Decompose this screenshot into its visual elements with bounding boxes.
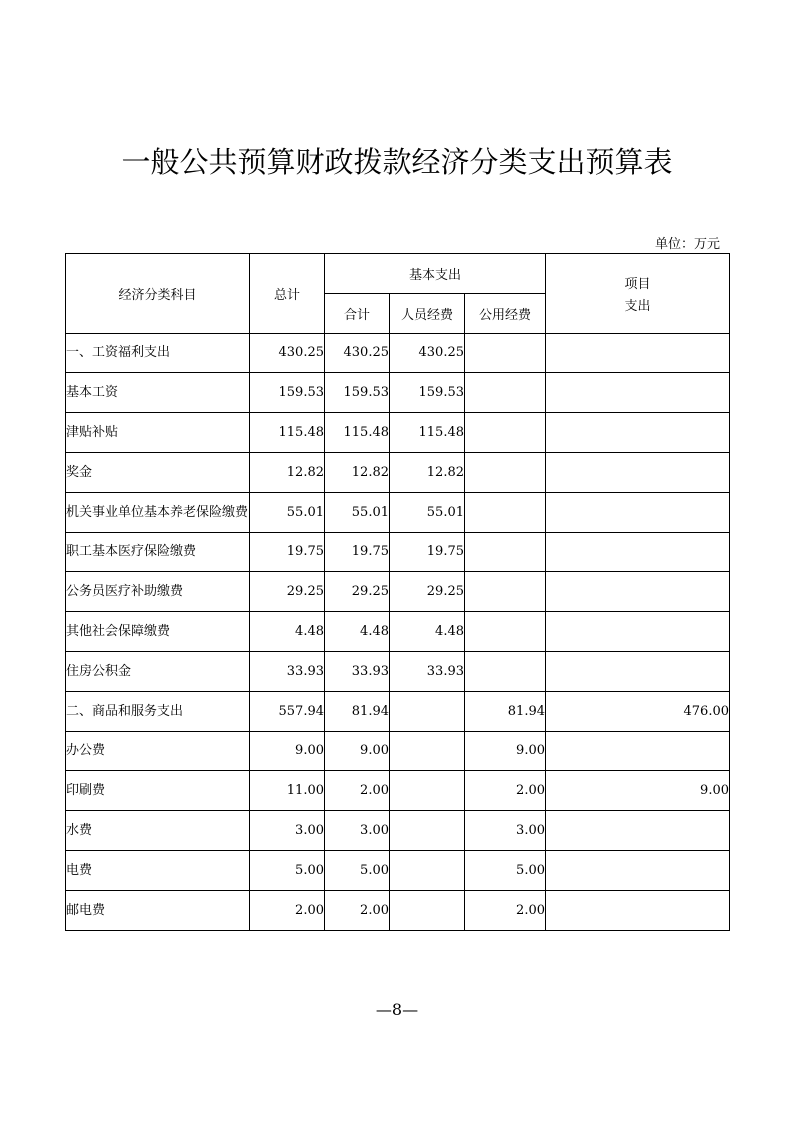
row-project — [546, 413, 730, 453]
row-personnel — [390, 771, 465, 811]
row-personnel: 33.93 — [390, 651, 465, 691]
table-row — [66, 333, 730, 373]
row-subtotal: 4.48 — [325, 612, 390, 652]
row-total: 12.82 — [250, 452, 325, 492]
row-name: 办公费 — [66, 731, 250, 771]
row-public — [465, 532, 546, 572]
row-subtotal: 159.53 — [325, 373, 390, 413]
row-name: 住房公积金 — [66, 651, 250, 691]
header-project — [546, 254, 730, 334]
row-name: 邮电费 — [66, 890, 250, 930]
header-project-line2: 支出 — [624, 299, 651, 315]
header-public: 公用经费 — [465, 293, 546, 333]
row-personnel — [390, 811, 465, 851]
row-project — [546, 731, 730, 771]
row-personnel — [390, 731, 465, 771]
table-row — [66, 492, 730, 532]
row-project — [546, 333, 730, 373]
row-total: 9.00 — [250, 731, 325, 771]
header-personnel: 人员经费 — [390, 293, 465, 333]
row-total: 557.94 — [250, 691, 325, 731]
row-name: 其他社会保障缴费 — [66, 612, 250, 652]
row-project: 9.00 — [546, 771, 730, 811]
table-row — [66, 811, 730, 851]
row-total: 3.00 — [250, 811, 325, 851]
row-subtotal: 19.75 — [325, 532, 390, 572]
table-body — [66, 333, 730, 930]
row-public — [465, 413, 546, 453]
row-public — [465, 373, 546, 413]
row-name: 电费 — [66, 850, 250, 890]
row-name: 印刷费 — [66, 771, 250, 811]
row-total: 33.93 — [250, 651, 325, 691]
row-project — [546, 572, 730, 612]
row-public — [465, 612, 546, 652]
row-name: 职工基本医疗保险缴费 — [66, 532, 250, 572]
row-name: 二、商品和服务支出 — [66, 691, 250, 731]
row-total: 115.48 — [250, 413, 325, 453]
row-project — [546, 651, 730, 691]
row-total: 29.25 — [250, 572, 325, 612]
row-project — [546, 890, 730, 930]
row-personnel: 19.75 — [390, 532, 465, 572]
row-public: 9.00 — [465, 731, 546, 771]
row-subtotal: 2.00 — [325, 771, 390, 811]
row-subtotal: 115.48 — [325, 413, 390, 453]
row-subtotal: 29.25 — [325, 572, 390, 612]
table-row — [66, 532, 730, 572]
table-row — [66, 850, 730, 890]
row-project — [546, 373, 730, 413]
row-public — [465, 572, 546, 612]
row-total: 159.53 — [250, 373, 325, 413]
row-subtotal: 12.82 — [325, 452, 390, 492]
row-subtotal: 9.00 — [325, 731, 390, 771]
row-project — [546, 612, 730, 652]
page-title: 一般公共预算财政拨款经济分类支出预算表 — [121, 145, 673, 179]
row-subtotal: 81.94 — [325, 691, 390, 731]
row-personnel: 115.48 — [390, 413, 465, 453]
table-row — [66, 452, 730, 492]
row-public — [465, 492, 546, 532]
row-personnel — [390, 890, 465, 930]
table-row — [66, 373, 730, 413]
row-project — [546, 532, 730, 572]
page-number: —8— — [375, 1000, 419, 1019]
row-personnel: 4.48 — [390, 612, 465, 652]
table-row — [66, 612, 730, 652]
row-personnel: 55.01 — [390, 492, 465, 532]
table-row — [66, 890, 730, 930]
row-name: 水费 — [66, 811, 250, 851]
row-project — [546, 492, 730, 532]
row-project — [546, 452, 730, 492]
budget-table — [65, 253, 730, 931]
row-public — [465, 452, 546, 492]
table-row — [66, 413, 730, 453]
row-total: 5.00 — [250, 850, 325, 890]
row-public — [465, 333, 546, 373]
row-total: 19.75 — [250, 532, 325, 572]
row-total: 430.25 — [250, 333, 325, 373]
row-subtotal: 33.93 — [325, 651, 390, 691]
row-public: 81.94 — [465, 691, 546, 731]
row-personnel: 159.53 — [390, 373, 465, 413]
row-public — [465, 651, 546, 691]
row-total: 11.00 — [250, 771, 325, 811]
row-name: 奖金 — [66, 452, 250, 492]
row-subtotal: 55.01 — [325, 492, 390, 532]
row-subtotal: 2.00 — [325, 890, 390, 930]
row-public: 3.00 — [465, 811, 546, 851]
row-personnel: 12.82 — [390, 452, 465, 492]
row-total: 55.01 — [250, 492, 325, 532]
header-basic: 基本支出 — [325, 254, 546, 294]
table-row — [66, 651, 730, 691]
header-total: 总计 — [250, 254, 325, 334]
row-project: 476.00 — [546, 691, 730, 731]
row-project — [546, 850, 730, 890]
row-name: 一、工资福利支出 — [66, 333, 250, 373]
table-header — [66, 254, 730, 334]
header-project-line1: 项目 — [624, 277, 651, 293]
row-total: 2.00 — [250, 890, 325, 930]
row-personnel: 29.25 — [390, 572, 465, 612]
table-row — [66, 731, 730, 771]
row-subtotal: 3.00 — [325, 811, 390, 851]
unit-label: 单位：万元 — [654, 237, 720, 252]
row-name: 公务员医疗补助缴费 — [66, 572, 250, 612]
row-subtotal: 5.00 — [325, 850, 390, 890]
row-name: 津贴补贴 — [66, 413, 250, 453]
header-category: 经济分类科目 — [66, 254, 250, 334]
row-public: 2.00 — [465, 771, 546, 811]
row-personnel — [390, 691, 465, 731]
header-subtotal: 合计 — [325, 293, 390, 333]
table-row — [66, 771, 730, 811]
table-row — [66, 691, 730, 731]
row-project — [546, 811, 730, 851]
row-name: 基本工资 — [66, 373, 250, 413]
row-total: 4.48 — [250, 612, 325, 652]
row-public: 5.00 — [465, 850, 546, 890]
row-public: 2.00 — [465, 890, 546, 930]
row-personnel — [390, 850, 465, 890]
row-subtotal: 430.25 — [325, 333, 390, 373]
row-personnel: 430.25 — [390, 333, 465, 373]
table-row — [66, 572, 730, 612]
row-name: 机关事业单位基本养老保险缴费 — [66, 492, 250, 532]
